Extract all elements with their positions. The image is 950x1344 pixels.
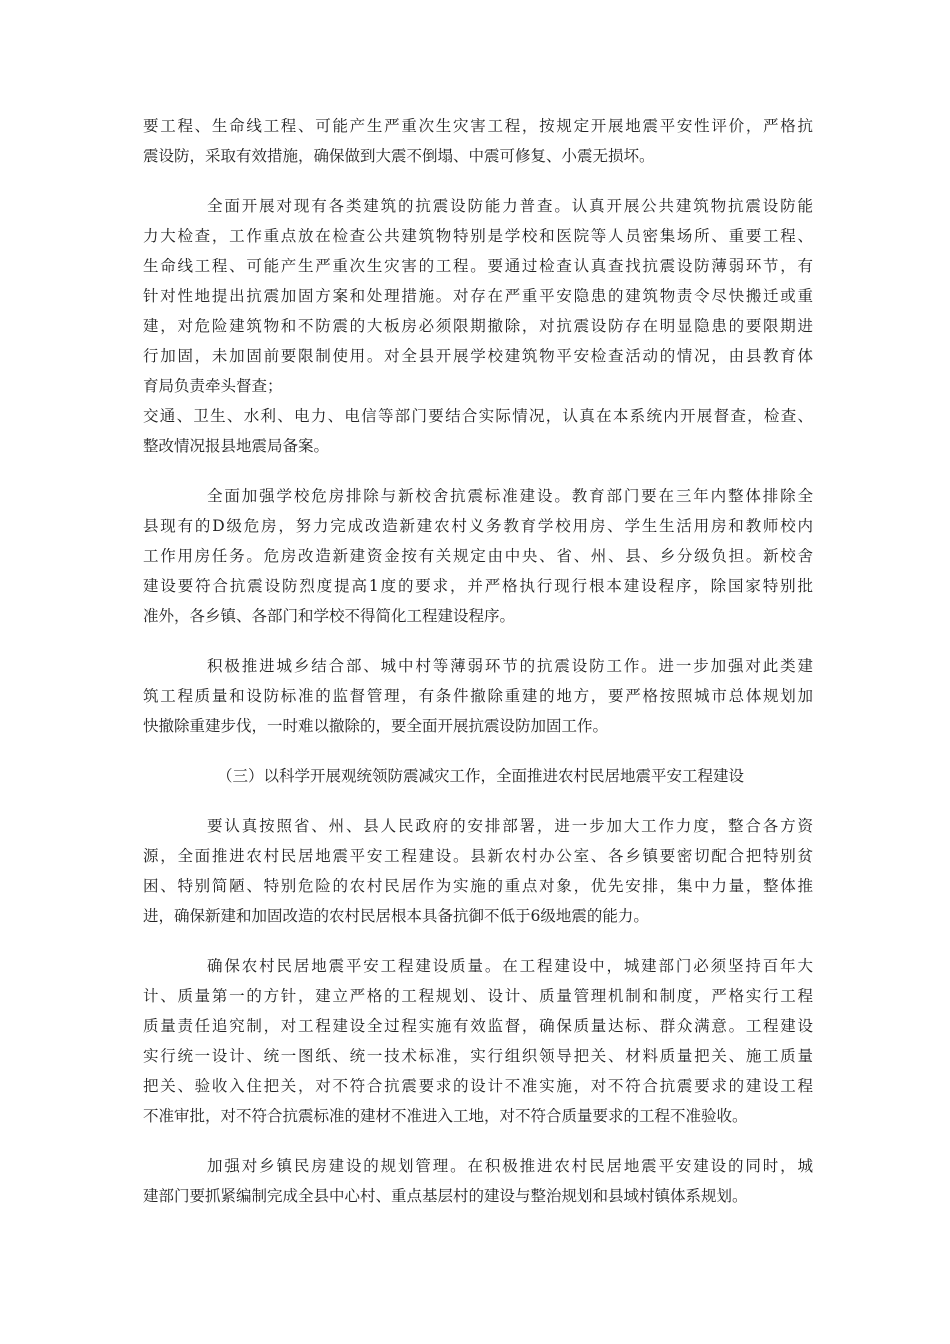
document-page <box>143 111 813 1211</box>
text-line: 不准审批，对不符合抗震标准的建材不准进入工地，对不符合质量要求的工程不准验收。 <box>143 1107 748 1125</box>
text-line: 积极推进城乡结合部、城中村等薄弱环节的抗震设防工作。进一步加强对此类建 <box>207 657 813 675</box>
text-line: 工作用房任务。危房改造新建资金按有关规定由中央、省、州、县、乡分级负担。新校舍 <box>143 547 813 565</box>
text-line: 准外，各乡镇、各部门和学校不得简化工程建设程序。 <box>143 607 516 625</box>
text-line: 质量责任追究制，对工程建设全过程实施有效监督，确保质量达标、群众满意。工程建设 <box>143 1017 813 1035</box>
text-line: 交通、卫生、水利、电力、电信等部门要结合实际情况，认真在本系统内开展督查，检查、 <box>143 407 813 425</box>
text-line: 计、质量第一的方针，建立严格的工程规划、设计、质量管理机制和制度，严格实行工程 <box>143 987 813 1005</box>
text-line: 把关、验收入住把关，对不符合抗震要求的设计不准实施，对不符合抗震要求的建设工程 <box>143 1077 813 1095</box>
section-heading: （三）以科学开展观统领防震减灾工作，全面推进农村民居地震平安工程建设 <box>217 767 745 785</box>
text-line: 力大检查，工作重点放在检查公共建筑物特别是学校和医院等人员密集场所、重要工程、 <box>143 227 813 245</box>
text-line: 全面加强学校危房排除与新校舍抗震标准建设。教育部门要在三年内整体排除全 <box>207 487 813 505</box>
text-line: 确保农村民居地震平安工程建设质量。在工程建设中，城建部门必须坚持百年大 <box>207 957 813 975</box>
text-line: 建部门要抓紧编制完成全县中心村、重点基层村的建设与整治规划和县域村镇体系规划。 <box>143 1187 748 1205</box>
text-line: 震设防，采取有效措施，确保做到大震不倒塌、中震可修复、小震无损坏。 <box>143 147 655 165</box>
text-line: 县现有的D级危房，努力完成改造新建农村义务教育学校用房、学生生活用房和教师校内 <box>143 517 813 535</box>
text-line: 针对性地提出抗震加固方案和处理措施。对存在严重平安隐患的建筑物责令尽快搬迁或重 <box>143 287 813 305</box>
paragraph-gap <box>143 461 813 481</box>
text-line: 筑工程质量和设防标准的监督管理，有条件撤除重建的地方，要严格按照城市总体规划加 <box>143 687 813 705</box>
paragraph-gap <box>143 931 813 951</box>
text-line: 实行统一设计、统一图纸、统一技术标准，实行组织领导把关、材料质量把关、施工质量 <box>143 1047 813 1065</box>
text-line: 全面开展对现有各类建筑的抗震设防能力普查。认真开展公共建筑物抗震设防能 <box>207 197 813 215</box>
paragraph-gap <box>143 1131 813 1151</box>
text-line: 建，对危险建筑物和不防震的大板房必须限期撤除，对抗震设防存在明显隐患的要限期进 <box>143 317 813 335</box>
paragraph-gap <box>143 171 813 191</box>
paragraph-gap <box>143 791 813 811</box>
text-line: 加强对乡镇民房建设的规划管理。在积极推进农村民居地震平安建设的同时，城 <box>207 1157 813 1175</box>
text-line: 快撤除重建步伐，一时难以撤除的，要全面开展抗震设防加固工作。 <box>143 717 609 735</box>
text-line: 困、特别简陋、特别危险的农村民居作为实施的重点对象，优先安排，集中力量，整体推 <box>143 877 813 895</box>
paragraph-gap <box>143 631 813 651</box>
text-line: 要认真按照省、州、县人民政府的安排部署，进一步加大工作力度，整合各方资 <box>207 817 813 835</box>
text-line: 行加固，未加固前要限制使用。对全县开展学校建筑物平安检查活动的情况，由县教育体 <box>143 347 813 365</box>
text-line: 整改情况报县地震局备案。 <box>143 437 330 455</box>
text-line: 育局负责牵头督查； <box>143 377 283 395</box>
paragraph-gap <box>143 741 813 761</box>
text-line: 要工程、生命线工程、可能产生严重次生灾害工程，按规定开展地震平安性评价，严格抗 <box>143 117 813 135</box>
text-line: 建设要符合抗震设防烈度提高1度的要求，并严格执行现行根本建设程序，除国家特别批 <box>143 577 813 595</box>
text-line: 源，全面推进农村民居地震平安工程建设。县新农村办公室、各乡镇要密切配合把特别贫 <box>143 847 813 865</box>
text-line: 进，确保新建和加固改造的农村民居根本具备抗御不低于6级地震的能力。 <box>143 907 649 925</box>
text-line: 生命线工程、可能产生严重次生灾害的工程。要通过检查认真查找抗震设防薄弱环节，有 <box>143 257 813 275</box>
